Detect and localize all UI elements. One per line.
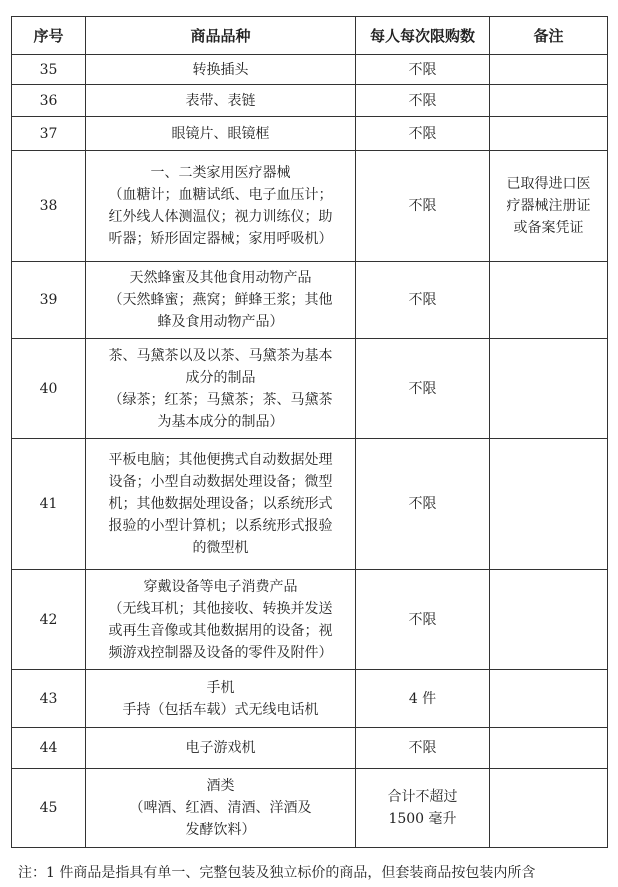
row-remark: [490, 439, 608, 570]
row-remark: [490, 728, 608, 769]
row-remark: [490, 670, 608, 728]
header-row: [12, 17, 608, 55]
category-line: 表带、表链: [185, 92, 256, 109]
category-line: （啤酒、红酒、清酒、洋酒及: [129, 800, 312, 816]
row-category: [86, 439, 356, 570]
row-limit: 不限: [356, 728, 490, 769]
row-remark: 已取得进口医疗器械注册证或备案凭证: [490, 151, 608, 262]
category-line: 机；其他数据处理设备；以系统形式: [108, 496, 333, 512]
row-limit: 不限: [356, 117, 490, 151]
row-seq: 37: [12, 117, 86, 151]
row-seq: 42: [12, 570, 86, 670]
category-line: 或再生音像或其他数据用的设备；视: [108, 622, 333, 639]
row-seq: 35: [12, 55, 86, 85]
row-category: [86, 728, 356, 769]
table-row: [12, 439, 608, 570]
category-line: 发酵饮料）: [185, 822, 256, 838]
row-category: [86, 85, 356, 117]
row-seq: 38: [12, 151, 86, 262]
row-category: [86, 769, 356, 848]
row-limit: 不限: [356, 55, 490, 85]
row-seq: 44: [12, 728, 86, 769]
category-line: （天然蜂蜜；燕窝；鲜蜂王浆；其他: [108, 292, 333, 308]
row-category: [86, 570, 356, 670]
row-limit: 不限: [356, 439, 490, 570]
category-line: 一、二类家用医疗器械: [150, 165, 291, 181]
row-limit: 合计不超过 1500 毫升: [356, 769, 490, 848]
row-remark: [490, 55, 608, 85]
row-remark: [490, 117, 608, 151]
header-limit: 每人每次限购数: [356, 17, 490, 55]
category-line: 频游戏控制器及设备的零件及附件）: [108, 644, 333, 661]
header-remark: 备注: [490, 17, 608, 55]
row-category: [86, 55, 356, 85]
category-line: 穿戴设备等电子消费产品: [143, 578, 298, 595]
row-seq: 40: [12, 339, 86, 439]
category-line: 手持（包括车载）式无线电话机: [122, 701, 319, 718]
row-category: [86, 670, 356, 728]
category-line: 蜂及食用动物产品）: [157, 314, 284, 330]
row-category: [86, 262, 356, 339]
category-line: （血糖计；血糖试纸、电子血压计；: [108, 187, 333, 203]
category-line: 手机: [206, 679, 235, 696]
table-row: [12, 670, 608, 728]
row-limit: 4 件: [356, 670, 490, 728]
row-limit: 不限: [356, 570, 490, 670]
category-line: 茶、马黛茶以及以茶、马黛茶为基本: [108, 347, 333, 364]
row-seq: 36: [12, 85, 86, 117]
category-line: 成分的制品: [185, 369, 256, 386]
category-line: 天然蜂蜜及其他食用动物产品: [129, 270, 312, 286]
category-line: 听器；矫形固定器械；家用呼吸机）: [108, 231, 333, 247]
row-remark: [490, 570, 608, 670]
category-line: 报验的小型计算机；以系统形式报验: [108, 518, 333, 534]
footnote: 注：1 件商品是指具有单一、完整包装及独立标价的商品，但套装商品按包装内所含: [18, 865, 536, 881]
row-category: [86, 339, 356, 439]
row-seq: 45: [12, 769, 86, 848]
table-row: [12, 85, 608, 117]
category-line: （无线耳机；其他接收、转换并发送: [108, 600, 333, 617]
row-limit: 不限: [356, 85, 490, 117]
row-seq: 39: [12, 262, 86, 339]
row-category: [86, 117, 356, 151]
category-line: 电子游戏机: [185, 740, 256, 756]
row-remark: [490, 262, 608, 339]
row-remark: [490, 769, 608, 848]
category-line: 设备；小型自动数据处理设备；微型: [108, 474, 333, 490]
table-row: [12, 151, 608, 262]
header-seq: 序号: [12, 17, 86, 55]
row-seq: 41: [12, 439, 86, 570]
category-line: （绿茶；红茶；马黛茶；茶、马黛茶: [108, 391, 333, 408]
table-row: [12, 262, 608, 339]
category-line: 转换插头: [192, 61, 249, 78]
row-limit: 不限: [356, 339, 490, 439]
row-remark: [490, 85, 608, 117]
header-category: 商品品种: [86, 17, 356, 55]
table-row: [12, 117, 608, 151]
table-row: [12, 570, 608, 670]
category-line: 眼镜片、眼镜框: [171, 125, 270, 142]
row-limit: 不限: [356, 151, 490, 262]
row-category: [86, 151, 356, 262]
category-line: 酒类: [206, 778, 235, 794]
row-seq: 43: [12, 670, 86, 728]
row-remark: [490, 339, 608, 439]
table-row: [12, 769, 608, 848]
table-row: [12, 339, 608, 439]
category-line: 的微型机: [192, 540, 249, 556]
table-row: [12, 55, 608, 85]
category-line: 为基本成分的制品）: [157, 413, 284, 430]
category-line: 平板电脑；其他便携式自动数据处理: [108, 452, 333, 468]
table-row: [12, 728, 608, 769]
category-line: 红外线人体测温仪；视力训练仪；助: [108, 209, 333, 225]
row-limit: 不限: [356, 262, 490, 339]
purchase-limit-table: [11, 16, 608, 848]
